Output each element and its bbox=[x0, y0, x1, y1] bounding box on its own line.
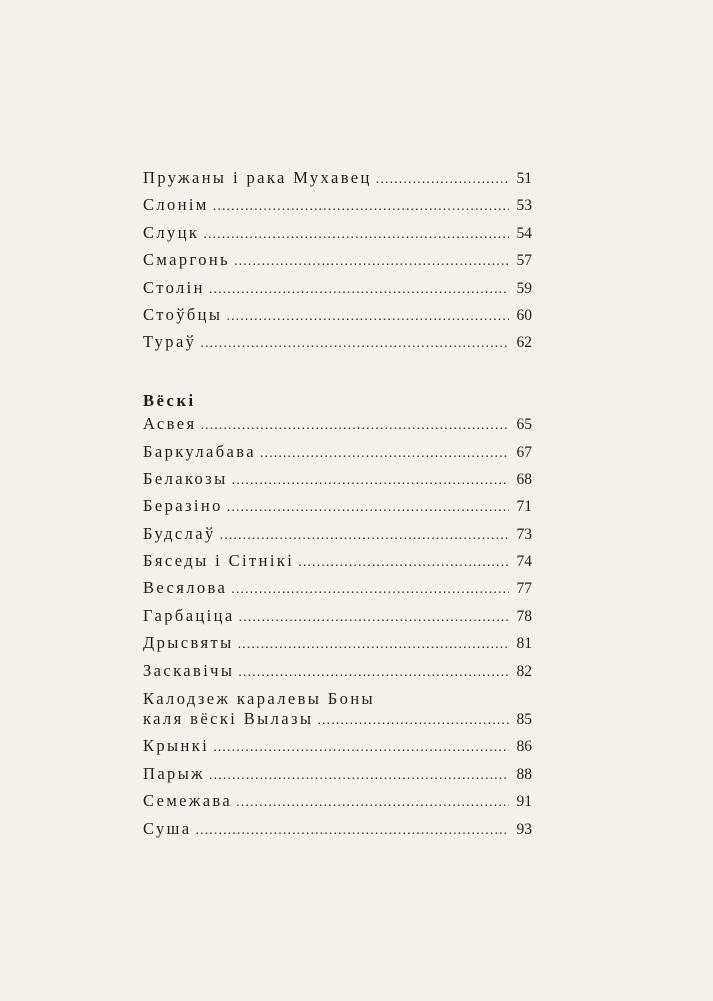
toc-entry-page: 59 bbox=[516, 279, 532, 297]
toc-entry-title: Слонім bbox=[143, 195, 209, 215]
toc-entry-page: 73 bbox=[516, 525, 532, 543]
toc-entry[interactable] bbox=[143, 764, 532, 791]
toc-entry-page: 91 bbox=[516, 793, 532, 811]
toc-entry-page: 77 bbox=[516, 580, 532, 598]
toc-entry[interactable] bbox=[143, 791, 532, 818]
section-spacer bbox=[143, 360, 532, 387]
toc-entry-title: Весялова bbox=[143, 578, 228, 598]
toc-entry-title: Семежава bbox=[143, 791, 233, 811]
toc-entry-page: 85 bbox=[516, 711, 532, 729]
toc-entry-title: Смаргонь bbox=[143, 250, 231, 270]
dot-leader bbox=[238, 637, 509, 653]
toc-entry-page: 86 bbox=[516, 738, 532, 756]
toc-entry-title: Бяседы і Сітнікі bbox=[143, 551, 295, 571]
toc-entry-title: Стоўбцы bbox=[143, 304, 223, 324]
toc-entry[interactable] bbox=[143, 524, 532, 551]
dot-leader bbox=[232, 473, 509, 489]
toc-entry-title: Парыж bbox=[143, 763, 205, 783]
toc-entry[interactable] bbox=[143, 606, 532, 633]
toc-entry[interactable] bbox=[143, 469, 532, 496]
toc-entry-page: 68 bbox=[516, 470, 532, 488]
dot-leader bbox=[213, 199, 509, 215]
toc-entry-last-line bbox=[143, 709, 532, 736]
toc-entry[interactable] bbox=[143, 551, 532, 578]
toc-entry[interactable] bbox=[143, 278, 532, 305]
toc-entry[interactable] bbox=[143, 819, 532, 846]
section-heading: Вёскі bbox=[143, 390, 196, 410]
toc-entry-title: Тураў bbox=[143, 332, 197, 352]
dot-leader bbox=[209, 768, 509, 784]
toc-entry-page: 53 bbox=[516, 197, 532, 215]
toc-entry[interactable] bbox=[143, 305, 532, 332]
toc-entry[interactable] bbox=[143, 332, 532, 359]
toc-entry[interactable] bbox=[143, 168, 532, 195]
toc-entry[interactable] bbox=[143, 414, 532, 441]
toc-group-towns bbox=[143, 168, 532, 360]
toc-entry-page: 78 bbox=[516, 607, 532, 625]
toc-entry[interactable] bbox=[143, 195, 532, 222]
toc-entry-page: 62 bbox=[516, 334, 532, 352]
dot-leader bbox=[195, 823, 508, 839]
dot-leader bbox=[298, 555, 508, 571]
toc-entry[interactable] bbox=[143, 223, 532, 250]
dot-leader bbox=[200, 336, 508, 352]
toc-entry-title: Белакозы bbox=[143, 468, 228, 488]
toc-entry-title: Слуцк bbox=[143, 222, 200, 242]
toc-entry-title: Будслаў bbox=[143, 523, 216, 543]
dot-leader bbox=[203, 227, 508, 243]
toc-entry-title-line1: Калодзеж каралевы Боны bbox=[143, 689, 376, 709]
toc-entry-title: Суша bbox=[143, 818, 192, 838]
toc-entry[interactable] bbox=[143, 442, 532, 469]
toc-entry-page: 88 bbox=[516, 765, 532, 783]
dot-leader bbox=[260, 446, 509, 462]
toc-entry-page: 60 bbox=[516, 306, 532, 324]
toc-entry-page: 54 bbox=[516, 224, 532, 242]
toc-entry-title: Столін bbox=[143, 277, 205, 297]
toc-entry-title: Заскавічы bbox=[143, 660, 235, 680]
toc-entry[interactable] bbox=[143, 661, 532, 688]
dot-leader bbox=[231, 582, 508, 598]
dot-leader bbox=[220, 528, 509, 544]
toc-entry-multiline[interactable] bbox=[143, 688, 532, 736]
toc-entry-page: 74 bbox=[516, 553, 532, 571]
dot-leader bbox=[238, 665, 508, 681]
toc-entry-page: 71 bbox=[516, 498, 532, 516]
dot-leader bbox=[239, 610, 509, 626]
toc-entry-title: Беразіно bbox=[143, 496, 223, 516]
toc-entry-page: 65 bbox=[516, 416, 532, 434]
toc-entry[interactable] bbox=[143, 250, 532, 277]
toc-entry-title: Баркулабава bbox=[143, 441, 256, 461]
dot-leader bbox=[234, 254, 508, 270]
toc-entry-page: 51 bbox=[516, 170, 532, 187]
toc-entry-title: Гарбацiца bbox=[143, 605, 235, 625]
toc-group-villages bbox=[143, 387, 532, 846]
dot-leader bbox=[236, 795, 508, 811]
toc-entry-title-line2: каля вёскі Вылазы bbox=[143, 709, 314, 729]
dot-leader bbox=[376, 172, 509, 188]
toc-entry-title: Асвея bbox=[143, 414, 197, 434]
dot-leader bbox=[209, 282, 509, 298]
dot-leader bbox=[317, 713, 508, 729]
toc-entry-page: 81 bbox=[516, 635, 532, 653]
toc-entry-title: Крынкі bbox=[143, 736, 210, 756]
toc-entry-page: 67 bbox=[516, 443, 532, 461]
dot-leader bbox=[200, 418, 508, 434]
toc-entry[interactable] bbox=[143, 578, 532, 605]
toc-entry[interactable] bbox=[143, 496, 532, 523]
dot-leader bbox=[227, 500, 509, 516]
toc-entry[interactable] bbox=[143, 633, 532, 660]
toc-entry-title: Пружаны і рака Мухавец bbox=[143, 168, 372, 187]
dot-leader bbox=[226, 309, 508, 325]
toc-entry-page: 93 bbox=[516, 820, 532, 838]
toc-entry-title: Дрысвяты bbox=[143, 633, 234, 653]
toc-entry-page: 57 bbox=[516, 252, 532, 270]
dot-leader bbox=[213, 740, 508, 756]
toc-entry-page: 82 bbox=[516, 662, 532, 680]
table-of-contents bbox=[143, 168, 532, 846]
toc-entry[interactable] bbox=[143, 736, 532, 763]
